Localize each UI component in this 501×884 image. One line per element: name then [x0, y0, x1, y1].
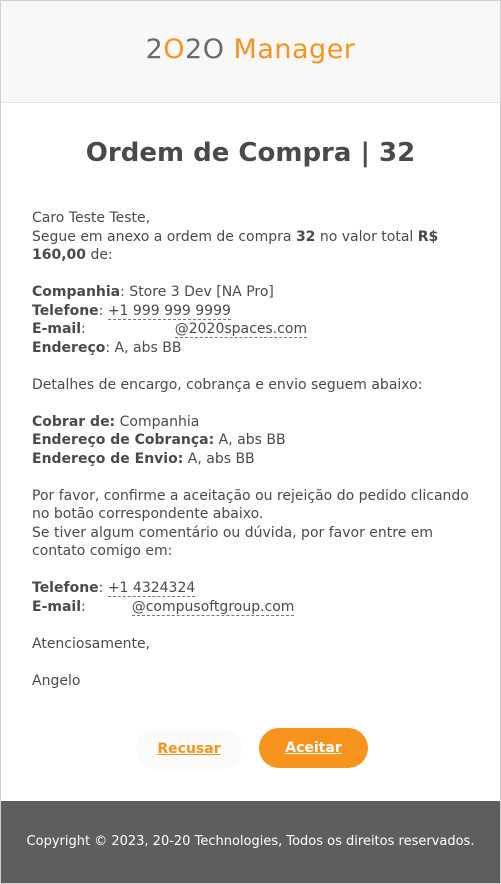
contact-phone-label: Telefone	[32, 580, 99, 596]
logo-digits: 2O	[185, 34, 225, 65]
action-buttons	[1, 728, 500, 768]
billing-address-line	[32, 431, 477, 450]
billing-address-label: Endereço de Cobrança:	[32, 432, 215, 448]
company-address-label: Endereço	[32, 339, 106, 356]
company-email-link[interactable]: @2020spaces.com	[174, 321, 308, 337]
question-text: Se tiver algum comentário ou dúvida, por favor entre em contato comigo em:	[32, 524, 434, 559]
logo-digit: 2	[145, 34, 164, 65]
charge-label: Cobrar de:	[32, 413, 116, 430]
company-phone-label: Telefone	[32, 302, 99, 319]
company-label: Companhia	[32, 284, 121, 300]
company-phone-link[interactable]: +1 999 999 9999	[107, 302, 231, 319]
company-phone-sep: :	[98, 302, 108, 319]
company-email-line	[32, 320, 477, 339]
contact-phone-link[interactable]: +1 4324324	[107, 580, 196, 596]
company-email-label: E-mail	[32, 321, 82, 337]
billing-address-value: A, abs BB	[214, 432, 286, 448]
order-number: 32	[295, 228, 316, 245]
closing-text: Atenciosamente,	[32, 635, 151, 652]
charge-value: Companhia	[115, 413, 200, 430]
contact-email-line	[32, 598, 477, 617]
company-email-sep: :	[81, 321, 86, 337]
company-line	[32, 283, 477, 302]
details-intro: Detalhes de encargo, cobrança e envio seguem abaixo:	[32, 376, 423, 393]
email-header	[1, 1, 500, 103]
order-amount: R$ 160,00	[32, 228, 439, 263]
intro-text	[32, 228, 477, 265]
contact-phone-sep: :	[98, 580, 108, 596]
greeting: Caro Teste Teste,	[32, 210, 151, 226]
shipping-address-label: Endereço de Envio:	[32, 450, 184, 467]
charge-line	[32, 413, 477, 432]
contact-phone-line	[32, 579, 477, 598]
email-body	[32, 209, 477, 690]
logo-word: Manager	[224, 34, 356, 65]
company-value: : Store 3 Dev [NA Pro]	[120, 284, 274, 300]
company-phone-line	[32, 302, 477, 321]
contact-email-sep: :	[81, 598, 86, 615]
brand-logo	[1, 34, 500, 65]
signature: Angelo	[32, 672, 81, 689]
intro-suffix: de:	[86, 247, 113, 263]
intro-prefix: Segue em anexo a ordem de compra	[32, 228, 296, 245]
company-address-value: : A, abs BB	[105, 339, 182, 356]
copyright-text: Copyright © 2023, 20-20 Technologies, Todos os direitos reservados.	[26, 834, 475, 849]
company-address-line	[32, 339, 477, 358]
confirm-text: Por favor, confirme a aceitação ou rejeição do pedido clicando no botão correspondente abaixo.	[32, 487, 469, 522]
contact-email-label: E-mail	[32, 598, 82, 615]
accept-button[interactable]: Aceitar	[259, 728, 368, 768]
logo-ring: O	[163, 34, 186, 65]
email-footer	[1, 801, 500, 883]
intro-middle: no valor total	[315, 228, 418, 245]
reject-button[interactable]: Recusar	[136, 729, 242, 769]
shipping-address-line	[32, 450, 477, 469]
page-title: Ordem de Compra | 32	[85, 138, 416, 168]
shipping-address-value: A, abs BB	[183, 450, 255, 467]
contact-email-link[interactable]: @compusoftgroup.com	[131, 598, 295, 615]
